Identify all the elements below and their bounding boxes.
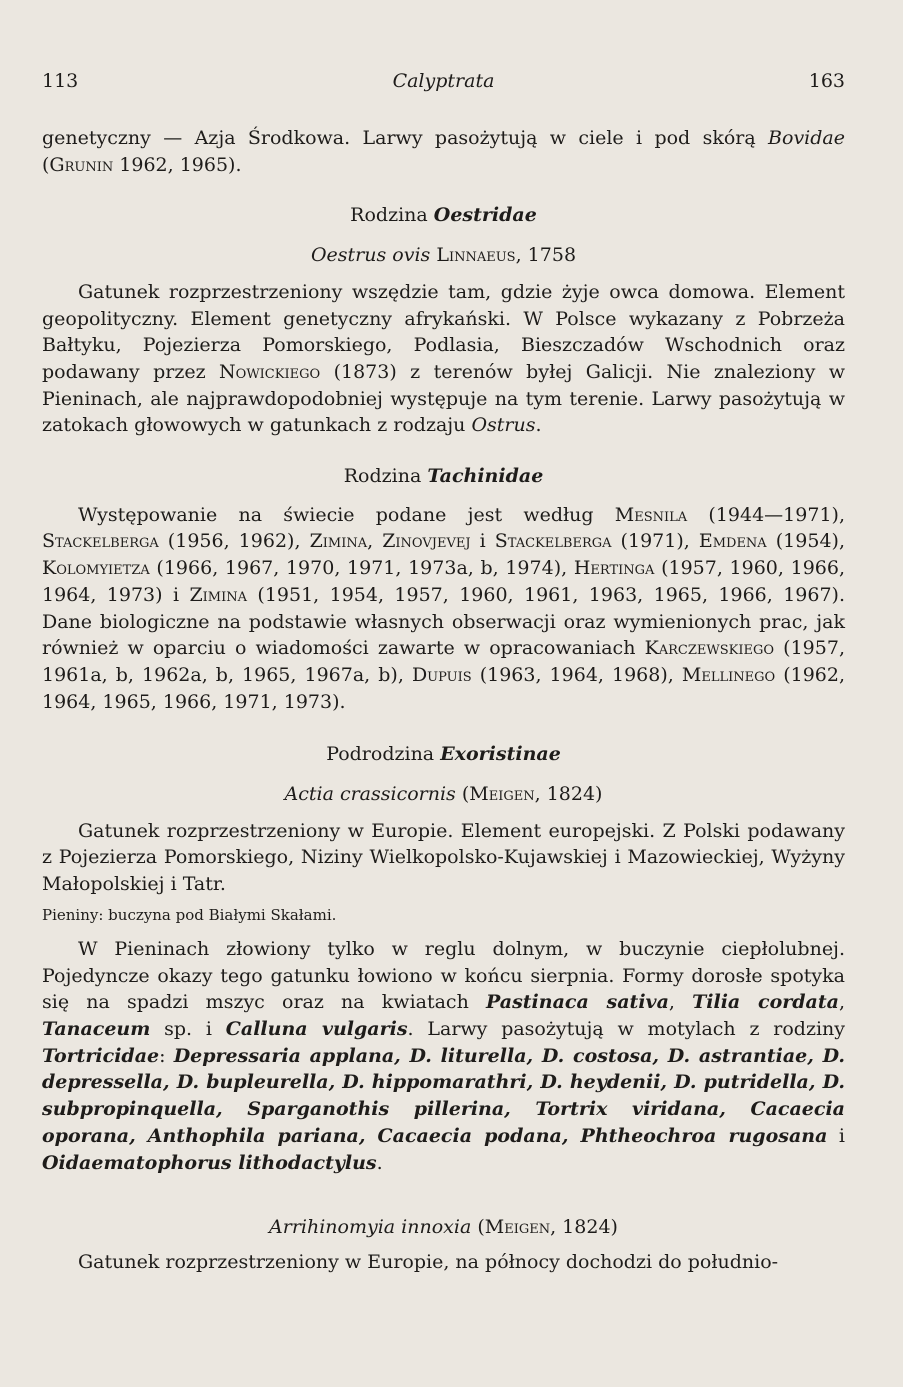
family-name: Oestridae	[433, 204, 537, 227]
text: 1962, 1965).	[113, 153, 242, 176]
author-name: Emdena	[698, 530, 767, 553]
text: .	[376, 1151, 383, 1174]
page-number-right: 163	[808, 70, 845, 92]
heading-prefix: Rodzina	[350, 204, 434, 227]
text: i	[470, 530, 495, 553]
author-name: Stackelberga	[494, 530, 612, 553]
heading-prefix: Rodzina	[343, 465, 428, 488]
species-heading-oestrus-ovis	[42, 242, 845, 269]
author-name: Karczewskiego	[644, 637, 775, 660]
text: . Larwy pasożytują w motylach z rodziny	[407, 1017, 846, 1040]
running-title: Calyptrata	[392, 70, 495, 92]
page-number-left: 113	[42, 70, 79, 92]
page-body	[42, 125, 845, 1276]
year: , 1758	[515, 244, 577, 267]
text: W Pieninach złowiony tylko w reglu dolnym, w buczynie ciepłolubnej. Pojedyncze okazy tego gatunku łowiono w końcu sierpnia. Formy dorosłe spotyka się na spadzi mszyc oraz na kwiatach	[42, 937, 845, 1014]
species-name: Arrihinomyia innoxia	[269, 1216, 472, 1239]
text: (1944—1971),	[687, 503, 845, 526]
text: ,	[367, 530, 383, 553]
paragraph-6: Gatunek rozprzestrzeniony w Europie, na północy dochodzi do południo-	[78, 1250, 779, 1273]
taxon-name: Bovidae	[768, 127, 845, 149]
plant-name: Pastinaca sativa	[486, 991, 669, 1014]
author-name: Dupuis	[411, 663, 472, 686]
heading-prefix: Podrodzina	[326, 743, 441, 766]
plant-name: Tilia cordata	[692, 991, 839, 1014]
text: (	[455, 783, 470, 806]
text: ,	[838, 991, 845, 1014]
text: (1971),	[611, 530, 699, 553]
author-name: Grunin	[49, 153, 114, 176]
subfamily-name: Exoristinae	[440, 743, 561, 766]
species-heading-actia-crassicornis	[42, 781, 845, 808]
author-name: Hertinga	[573, 557, 655, 580]
author-name: Meigen	[469, 783, 535, 806]
author-name: Mellinego	[681, 663, 776, 686]
text: (1956, 1962),	[158, 530, 310, 553]
family-heading-oestridae	[42, 202, 845, 229]
paragraph-3	[42, 502, 845, 716]
author-name: Linnaeus	[436, 244, 516, 267]
text: Występowanie na świecie podane jest według	[78, 503, 615, 526]
year: , 1824)	[550, 1216, 618, 1239]
paragraph-2	[42, 279, 845, 439]
text: (	[42, 153, 50, 176]
family-heading-tachinidae	[42, 463, 845, 490]
text: (1957, 1960, 1966, 1964, 1973) i	[42, 557, 846, 606]
text: sp. i	[150, 1017, 226, 1040]
text: ,	[668, 991, 693, 1014]
text: (1873) z terenów byłej Galicji. Nie znaleziony w Pieninach, ale najprawdopodobniej występuje na tym terenie. Larwy pasożytują w zatokach głowowych w gatunkach z rodzaju	[42, 360, 845, 437]
locality-note: Pieniny: buczyna pod Białymi Skałami.	[42, 905, 337, 924]
text: Gatunek rozprzestrzeniony wszędzie tam, gdzie żyje owca domowa. Element geopolityczny. Element genetyczny afrykański. W Polsce wykazany z Pobrzeża Bałtyku, Pojezierza Pomorskiego, Podlasia, Bieszczadów Wschodnich oraz podawany przez	[42, 280, 845, 383]
paragraph-5	[42, 936, 845, 1176]
species-name: Actia crassicornis	[284, 783, 456, 806]
plant-name: Tanaceum	[42, 1017, 151, 1040]
paragraph-1	[42, 125, 845, 178]
host-species: Oidaematophorus lithodactylus	[42, 1151, 377, 1174]
year: , 1824)	[534, 783, 603, 806]
author-name: Meigen	[484, 1216, 551, 1239]
plant-name: Calluna vulgaris	[225, 1017, 408, 1040]
species-heading-arrihinomyia-innoxia	[42, 1214, 845, 1241]
author-name: Stackelberga	[42, 530, 159, 553]
text: (	[471, 1216, 485, 1239]
text: (1954),	[766, 530, 845, 553]
text: .	[535, 414, 542, 437]
text: i	[827, 1124, 845, 1147]
species-name: Oestrus ovis	[310, 244, 431, 267]
text: (1966, 1967, 1970, 1971, 1973a, b, 1974),	[149, 557, 574, 580]
subfamily-heading-exoristinae	[42, 741, 845, 768]
text: (1963, 1964, 1968),	[471, 663, 682, 686]
text: (1962, 1964, 1965, 1966, 1971, 1973).	[42, 663, 845, 713]
running-header	[42, 70, 845, 98]
text: genetyczny — Azja Środkowa. Larwy pasożytują w ciele i pod skórą	[42, 127, 769, 149]
author-name: Zinovjevej	[382, 530, 471, 553]
host-species-list: Depressaria applana, D. liturella, D. costosa, D. astrantiae, D. depressella, D. bupleurella, D. hippomarathri, D. heydenii, D. putridella, D. subpropinquella, Sparganothis pillerina, Tortrix viridana, Cacaecia oporana, Anthophila pariana, Cacaecia podana, Phtheochroa rugosana	[42, 1044, 845, 1147]
author-name: Zimina	[309, 530, 368, 553]
text: (1951, 1954, 1957, 1960, 1961, 1963, 1965, 1966, 1967). Dane biologiczne na podstawie własnych obserwacji oraz wymienionych prac, jak również w oparciu o wiadomości zawarte w opracowaniach	[42, 583, 845, 660]
author-name: Mesnila	[614, 503, 688, 526]
family-name: Tachinidae	[427, 465, 544, 488]
paragraph-4: Gatunek rozprzestrzeniony w Europie. Element europejski. Z Polski podawany z Pojezierza Pomorskiego, Niziny Wielkopolsko-Kujawskiej i Mazowieckiej, Wyżyny Małopolskiej i Tatr.	[42, 819, 845, 896]
author-name: Zimina	[189, 583, 247, 606]
text: :	[159, 1044, 174, 1067]
family-name: Tortricidae	[42, 1044, 160, 1067]
author-name: Kolomyietza	[42, 557, 150, 580]
text: (1957, 1961a, b, 1962a, b, 1965, 1967a, b),	[42, 637, 845, 686]
author-name: Nowickiego	[219, 360, 321, 383]
taxon-name: Ostrus	[471, 414, 536, 437]
